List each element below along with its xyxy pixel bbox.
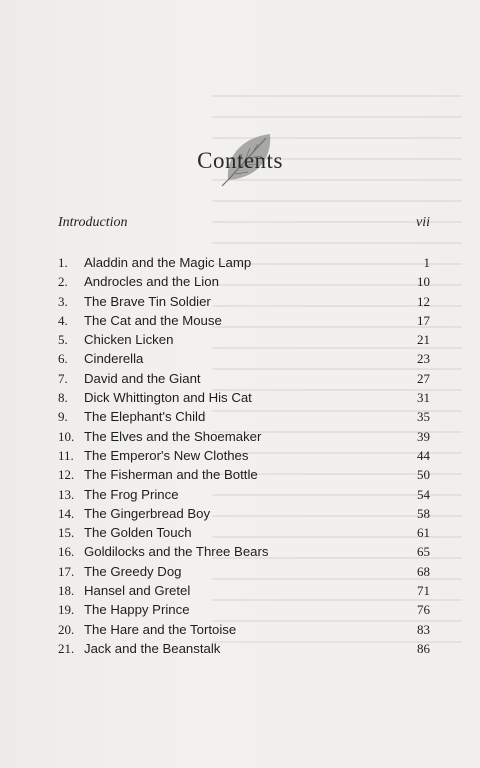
toc-entry	[58, 351, 430, 370]
toc-entry-page: 39	[417, 428, 430, 444]
toc-entry	[58, 294, 430, 313]
toc-entry-number: 14.	[58, 505, 75, 521]
toc-entry	[58, 467, 430, 486]
toc-entry-title: Jack and the Beanstalk	[84, 640, 221, 656]
toc-entry	[58, 602, 430, 621]
toc-entry-title: The Elephant's Child	[84, 409, 206, 425]
toc-entry-page: 23	[417, 351, 430, 367]
toc-entry-page: 76	[417, 602, 430, 618]
toc-entry	[58, 409, 430, 428]
toc-entry-number: 2.	[58, 274, 68, 290]
toc-entry-title: Hansel and Gretel	[84, 583, 191, 599]
toc-entry-title: The Elves and the Shoemaker	[84, 428, 262, 444]
toc-entry	[58, 525, 430, 544]
toc-entry-number: 3.	[58, 293, 68, 309]
toc-introduction-page: vii	[416, 215, 430, 230]
toc-entry-number: 20.	[58, 621, 75, 637]
toc-entry-title: The Cat and the Mouse	[84, 312, 222, 328]
toc-entry-number: 16.	[58, 544, 75, 560]
toc-entry-title: The Golden Touch	[84, 525, 192, 541]
toc-entry-number: 18.	[58, 583, 75, 599]
toc-entry-title: Aladdin and the Magic Lamp	[84, 255, 252, 270]
toc-entry-title: Goldilocks and the Three Bears	[84, 544, 269, 560]
toc-entry	[58, 641, 430, 660]
toc-entry-number: 19.	[58, 602, 75, 618]
toc-entry-page: 10	[417, 274, 430, 290]
toc-entry-page: 44	[417, 447, 430, 463]
toc-entry-title: The Happy Prince	[84, 602, 190, 618]
toc-entry-title: The Fisherman and the Bottle	[84, 467, 258, 483]
toc-entry-title: The Hare and the Tortoise	[84, 621, 237, 637]
toc-entry-page: 71	[417, 583, 430, 599]
table-of-contents	[58, 255, 430, 660]
toc-entry-page: 12	[417, 293, 430, 309]
toc-entry-number: 15.	[58, 525, 75, 541]
toc-entry-title: Dick Whittington and His Cat	[84, 390, 252, 406]
toc-entry-number: 12.	[58, 467, 75, 483]
toc-entry-title: The Greedy Dog	[84, 563, 182, 579]
toc-entry-number: 17.	[58, 563, 75, 579]
toc-entry-page: 17	[417, 312, 430, 328]
toc-entry-title: Chicken Licken	[84, 332, 174, 348]
toc-introduction-label: Introduction	[58, 215, 128, 230]
toc-entry	[58, 564, 430, 583]
page-title: Contents	[197, 148, 283, 173]
toc-entry-page: 61	[417, 525, 430, 541]
toc-entry-number: 8.	[58, 390, 68, 406]
toc-entry-page: 31	[417, 390, 430, 406]
toc-entry	[58, 544, 430, 563]
toc-entry-page: 65	[417, 544, 430, 560]
toc-entry-number: 9.	[58, 409, 68, 425]
toc-entry	[58, 448, 430, 467]
toc-entry-number: 13.	[58, 486, 75, 502]
toc-entry-title: David and the Giant	[84, 370, 201, 386]
toc-entry-page: 54	[417, 486, 430, 502]
toc-entry	[58, 332, 430, 351]
toc-entry-number: 11.	[58, 447, 74, 463]
toc-entry-page: 35	[417, 409, 430, 425]
toc-entry-page: 21	[417, 332, 430, 348]
toc-entry	[58, 313, 430, 332]
toc-entry-page: 68	[417, 563, 430, 579]
toc-entry	[58, 371, 430, 390]
toc-entry	[58, 622, 430, 641]
toc-entry	[58, 506, 430, 525]
toc-entry-title: Cinderella	[84, 351, 144, 367]
toc-entry	[58, 255, 430, 274]
toc-entry	[58, 429, 430, 448]
toc-entry	[58, 274, 430, 293]
toc-entry-title: Androcles and the Lion	[84, 274, 219, 290]
toc-entry-title: The Frog Prince	[84, 486, 179, 502]
toc-entry-number: 5.	[58, 332, 68, 348]
toc-entry-number: 4.	[58, 312, 68, 328]
toc-entry-title: The Gingerbread Boy	[84, 505, 211, 521]
toc-entry-page: 27	[417, 370, 430, 386]
toc-entry	[58, 390, 430, 409]
toc-entry-number: 1.	[58, 255, 68, 270]
toc-entry-number: 21.	[58, 640, 75, 656]
toc-entry	[58, 583, 430, 602]
toc-entry-title: The Brave Tin Soldier	[84, 293, 211, 309]
toc-entry-page: 86	[417, 640, 430, 656]
toc-entry-page: 50	[417, 467, 430, 483]
toc-introduction-row	[58, 215, 430, 231]
toc-entry-number: 6.	[58, 351, 68, 367]
toc-entry-title: The Emperor's New Clothes	[84, 447, 249, 463]
toc-entry-page: 1	[423, 255, 430, 270]
toc-entry-page: 58	[417, 505, 430, 521]
toc-entry	[58, 487, 430, 506]
toc-entry-number: 10.	[58, 428, 75, 444]
toc-entry-number: 7.	[58, 370, 68, 386]
toc-entry-page: 83	[417, 621, 430, 637]
